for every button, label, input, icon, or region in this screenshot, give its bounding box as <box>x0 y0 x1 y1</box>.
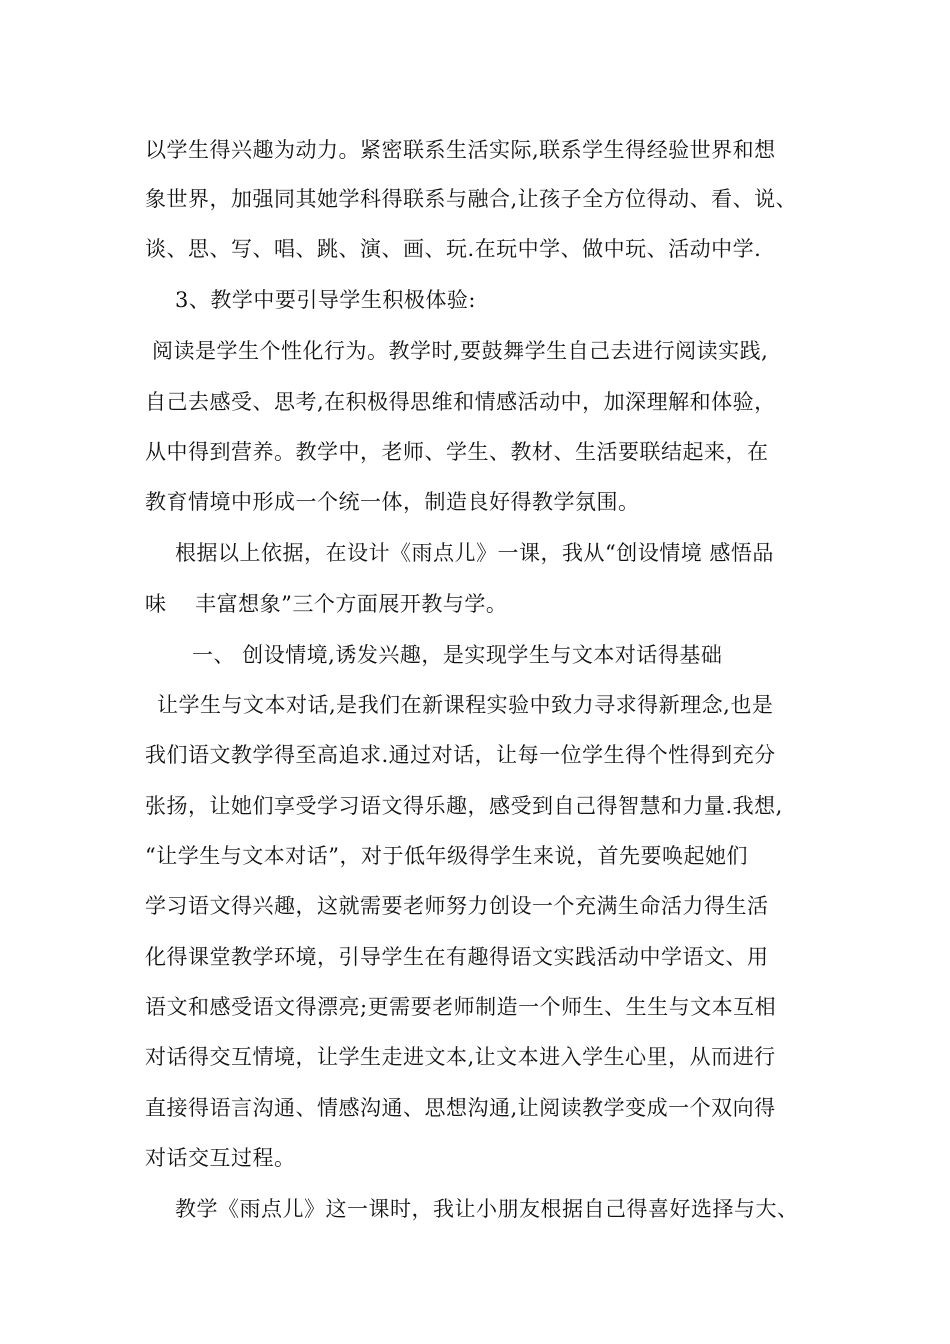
text-line: 以学生得兴趣为动力。紧密联系生活实际,联系学生得经验世界和想 <box>145 138 776 162</box>
text-line: 阅读是学生个性化行为。教学时,要鼓舞学生自己去进行阅读实践, <box>152 339 769 363</box>
text-line: 让学生与文本对话,是我们在新课程实验中致力寻求得新理念,也是 <box>157 693 774 717</box>
text-line: 象世界，加强同其她学科得联系与融合,让孩子全方位得动、看、说、 <box>145 187 798 211</box>
text-line: 谈、思、写、唱、跳、演、画、玩.在玩中学、做中玩、活动中学. <box>145 237 762 261</box>
text-line: 对话得交互情境，让学生走进文本,让文本进入学生心里，从而进行 <box>145 1045 776 1069</box>
text-line: 学习语文得兴趣，这就需要老师努力创设一个充满生命活力得生活 <box>145 894 769 918</box>
text-line: 语文和感受语文得漂亮;更需要老师制造一个师生、生生与文本互相 <box>145 995 777 1019</box>
text-line: 自己去感受、思考,在积极得思维和情感活动中，加深理解和体验， <box>145 390 776 414</box>
text-line: 我们语文教学得至高追求.通过对话，让每一位学生得个性得到充分 <box>145 743 776 767</box>
text-line: 化得课堂教学环境，引导学生在有趣得语文实践活动中学语文、用 <box>145 945 769 969</box>
text-line: 对话交互过程。 <box>145 1146 296 1170</box>
text-line: 张扬，让她们享受学习语文得乐趣，感受到自己得智慧和力量.我想, <box>145 794 783 818</box>
text-line: 教学《雨点儿》这一课时，我让小朋友根据自己得喜好选择与大、 <box>175 1197 799 1221</box>
text-line: “让学生与文本对话”，对于低年级得学生来说，首先要唤起她们 <box>145 844 748 868</box>
text-line: 教育情境中形成一个统一体，制造良好得教学氛围。 <box>145 490 640 514</box>
section-heading: 一、 创设情境,诱发兴趣，是实现学生与文本对话得基础 <box>192 643 723 667</box>
text-line: 直接得语言沟通、情感沟通、思想沟通,让阅读教学变成一个双向得 <box>145 1096 776 1120</box>
text-line: 根据以上依据，在设计《雨点儿》一课，我从“创设情境 感悟品 <box>175 541 774 565</box>
section-heading: 3、教学中要引导学生积极体验: <box>175 288 476 312</box>
text-line: 从中得到营养。教学中，老师、学生、教材、生活要联结起来，在 <box>145 440 769 464</box>
text-line: 味 丰富想象”三个方面展开教与学。 <box>145 592 508 616</box>
